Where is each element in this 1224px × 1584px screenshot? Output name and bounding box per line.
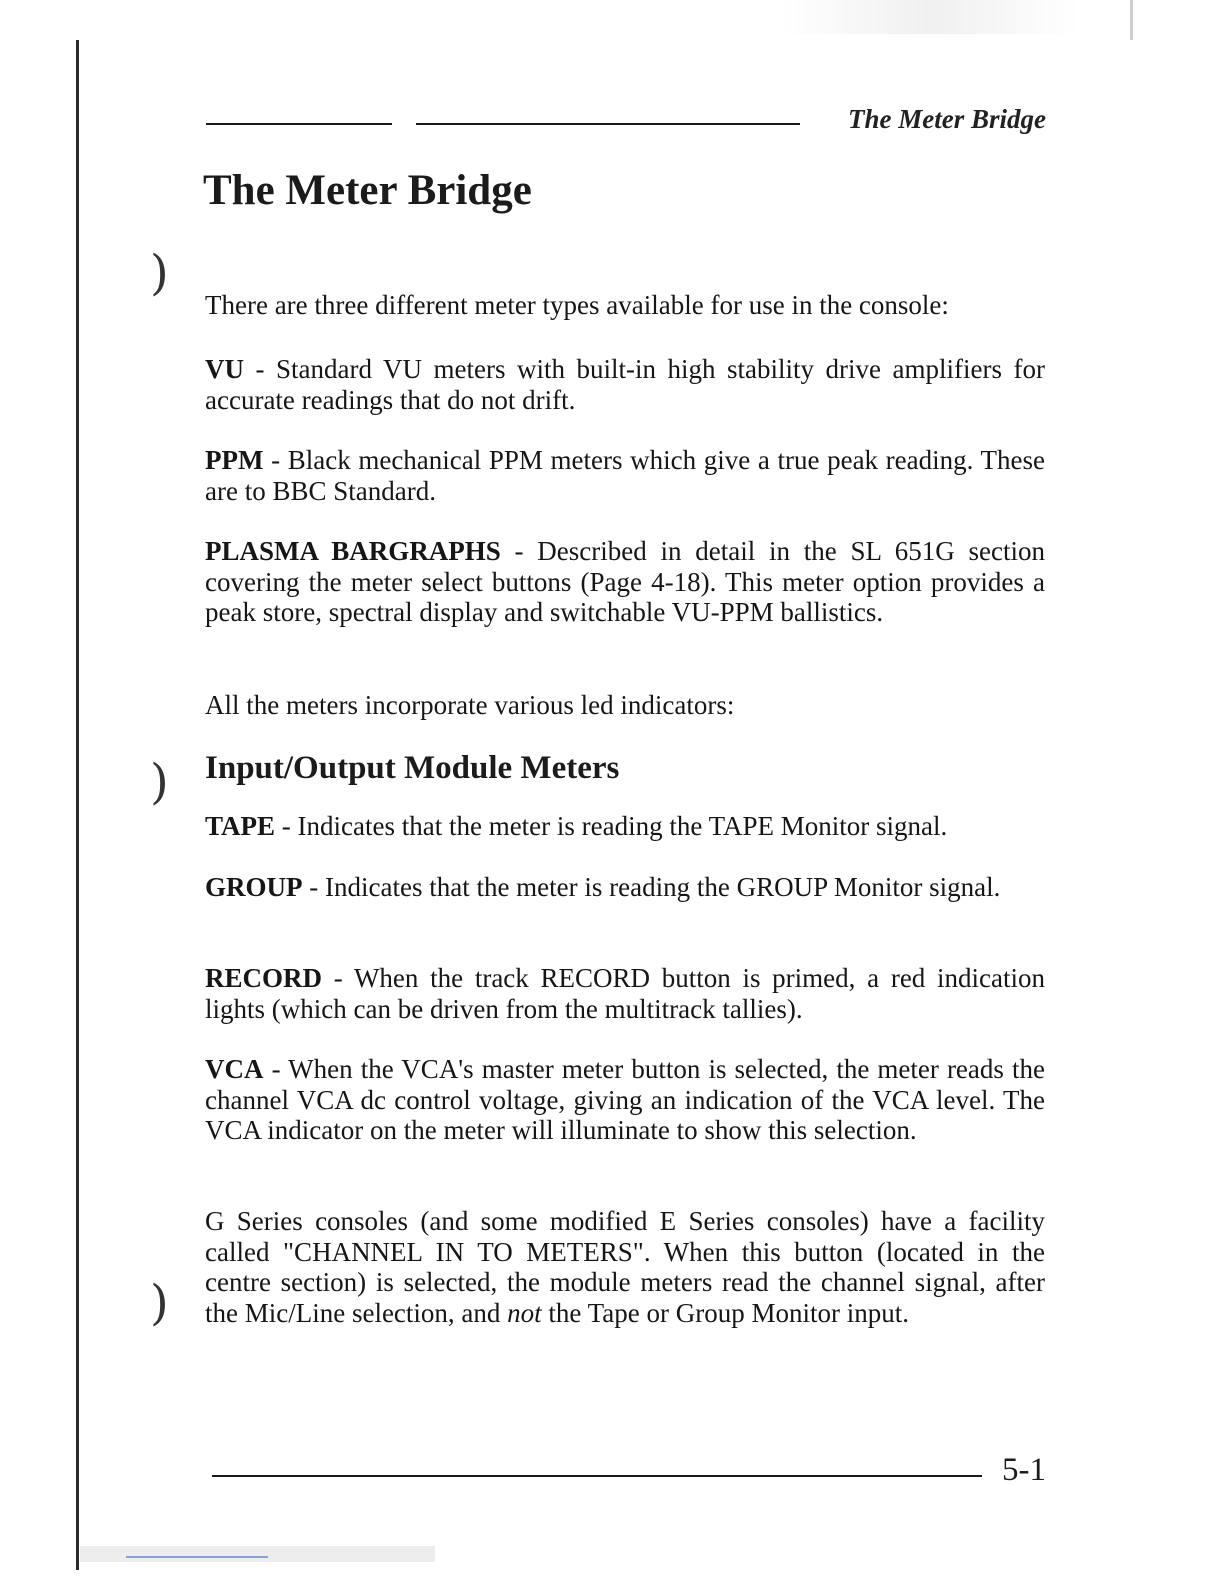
term-label: PPM <box>205 445 264 475</box>
term-label: TAPE <box>205 811 276 841</box>
emphasis-text: not <box>507 1297 542 1328</box>
term-description: Indicates that the meter is reading the GROUP Monitor signal. <box>325 872 1001 902</box>
header-rule-left <box>206 123 392 125</box>
term-separator: - <box>500 536 538 566</box>
indicator-record <box>205 963 1045 1024</box>
intro-paragraph: There are three different meter types available for use in the console: <box>205 290 949 320</box>
meter-type-ppm <box>205 445 1045 506</box>
g-series-text-end: the Tape or Group Monitor input. <box>541 1297 909 1328</box>
term-label: VU <box>205 354 244 384</box>
term-description: Indicates that the meter is reading the TAPE Monitor signal. <box>297 811 948 841</box>
scan-bottom-line <box>126 1556 268 1558</box>
binding-edge <box>76 40 79 1570</box>
punch-hole-mark: ) <box>150 754 169 810</box>
g-series-paragraph <box>205 1206 1045 1328</box>
term-separator: - <box>244 354 277 384</box>
term-label: RECORD <box>205 963 323 993</box>
term-description: When the track RECORD button is primed, a red indication lights (which can be driven from the multitrack tallies). <box>205 963 1045 1024</box>
g-series-text: G Series consoles (and some modified E Series consoles) have a facility called "CHANNEL IN TO METERS". When this button (located in the centre section) is selected, the module meters read the channel signal, after the Mic/Line selection, and <box>205 1206 1045 1328</box>
header-rule-right <box>416 123 800 125</box>
leds-intro-paragraph: All the meters incorporate various led indicators: <box>205 690 735 720</box>
indicator-group <box>205 872 1045 903</box>
term-separator: - <box>263 1054 289 1084</box>
punch-hole-mark: ) <box>150 1275 169 1331</box>
term-description: When the VCA's master meter button is selected, the meter reads the channel VCA dc control voltage, giving an indication of the VCA level. The VCA indicator on the meter will illuminate to show this selection. <box>205 1054 1045 1145</box>
scan-mark <box>1130 0 1133 40</box>
term-label: VCA <box>205 1054 264 1084</box>
meter-type-vu <box>205 354 1045 415</box>
term-separator: - <box>275 811 298 841</box>
running-header-title: The Meter Bridge <box>848 104 1046 134</box>
term-separator: - <box>263 445 288 475</box>
scan-bottom-strip <box>80 1546 435 1562</box>
term-separator: - <box>322 963 354 993</box>
term-description: Standard VU meters with built-in high stability drive amplifiers for accurate readings that do not drift. <box>205 354 1045 415</box>
term-separator: - <box>302 872 325 902</box>
indicator-tape <box>205 811 1045 842</box>
meter-type-plasma <box>205 536 1045 628</box>
term-label: GROUP <box>205 872 303 902</box>
term-label: PLASMA BARGRAPHS <box>205 536 501 566</box>
punch-hole-mark: ) <box>150 245 169 301</box>
term-description: Black mechanical PPM meters which give a true peak reading. These are to BBC Standard. <box>205 445 1045 506</box>
scan-smudge <box>780 0 1080 34</box>
section-heading: Input/Output Module Meters <box>205 750 620 786</box>
page-title: The Meter Bridge <box>203 167 532 214</box>
page-number: 5-1 <box>1002 1452 1046 1488</box>
footer-rule <box>212 1475 982 1477</box>
term-description: Described in detail in the SL 651G section covering the meter select buttons (Page 4-18). This meter option provides a peak store, spectral display and switchable VU-PPM ballistics. <box>205 536 1045 627</box>
indicator-vca <box>205 1054 1045 1146</box>
